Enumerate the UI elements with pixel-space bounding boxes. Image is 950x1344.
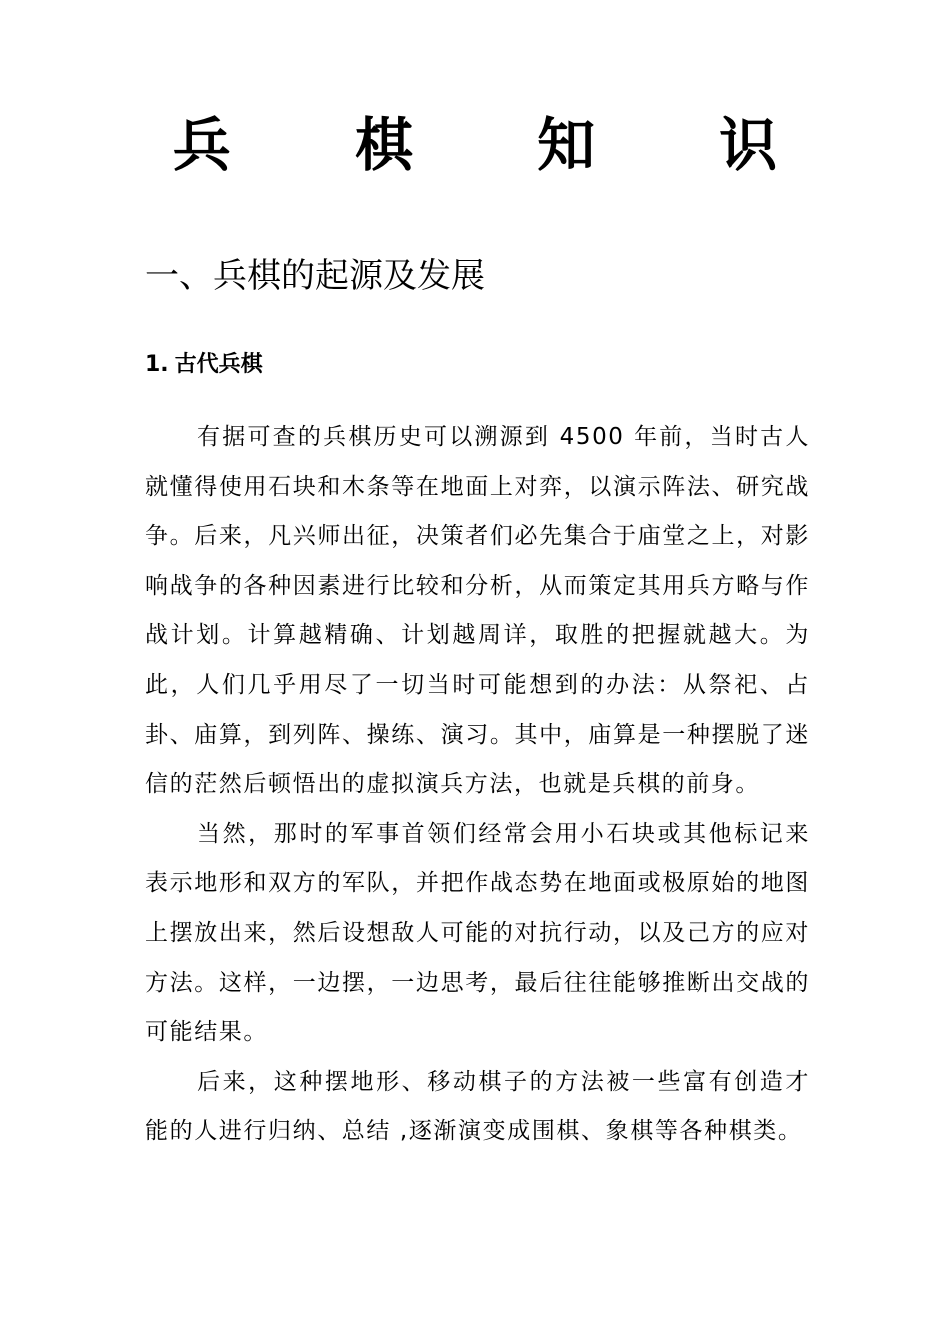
document-title: 兵 棋 知 识 [172,111,830,179]
subheading-number: 1. [145,352,169,377]
subheading-text: 古代兵棋 [174,352,263,377]
paragraph: 当然，那时的军事首领们经常会用小石块或其他标记来表示地形和双方的军队，并把作战态势在地面或极原始的地图上摆放出来，然后设想敌人可能的对抗行动，以及己方的应对方法。这样，一边摆，一边思考，最后往往能够推断出交战的可能结果。 [145,820,810,1046]
paragraph: 有据可查的兵棋历史可以溯源到 4500 年前，当时古人就懂得使用石块和木条等在地面上对弈，以演示阵法、研究战争。后来，凡兴师出征，决策者们必先集合于庙堂之上，对影响战争的各种因素进行比较和分析，从而策定其用兵方略与作战计划。计算越精确、计划越周详，取胜的把握就越大。为此，人们几乎用尽了一切当时可能想到的办法：从祭祀、占卦、庙算，到列阵、操练、演习。其中，庙算是一种摆脱了迷信的茫然后顿悟出的虚拟演兵方法，也就是兵棋的前身。 [145,424,810,798]
section-heading: 一、兵棋的起源及发展 [145,256,485,296]
subheading [145,348,845,382]
body-text [145,413,810,1157]
paragraph: 后来，这种摆地形、移动棋子的方法被一些富有创造才能的人进行归纳、总结 ,逐渐演变成围棋、象棋等各种棋类。 [145,1068,810,1145]
